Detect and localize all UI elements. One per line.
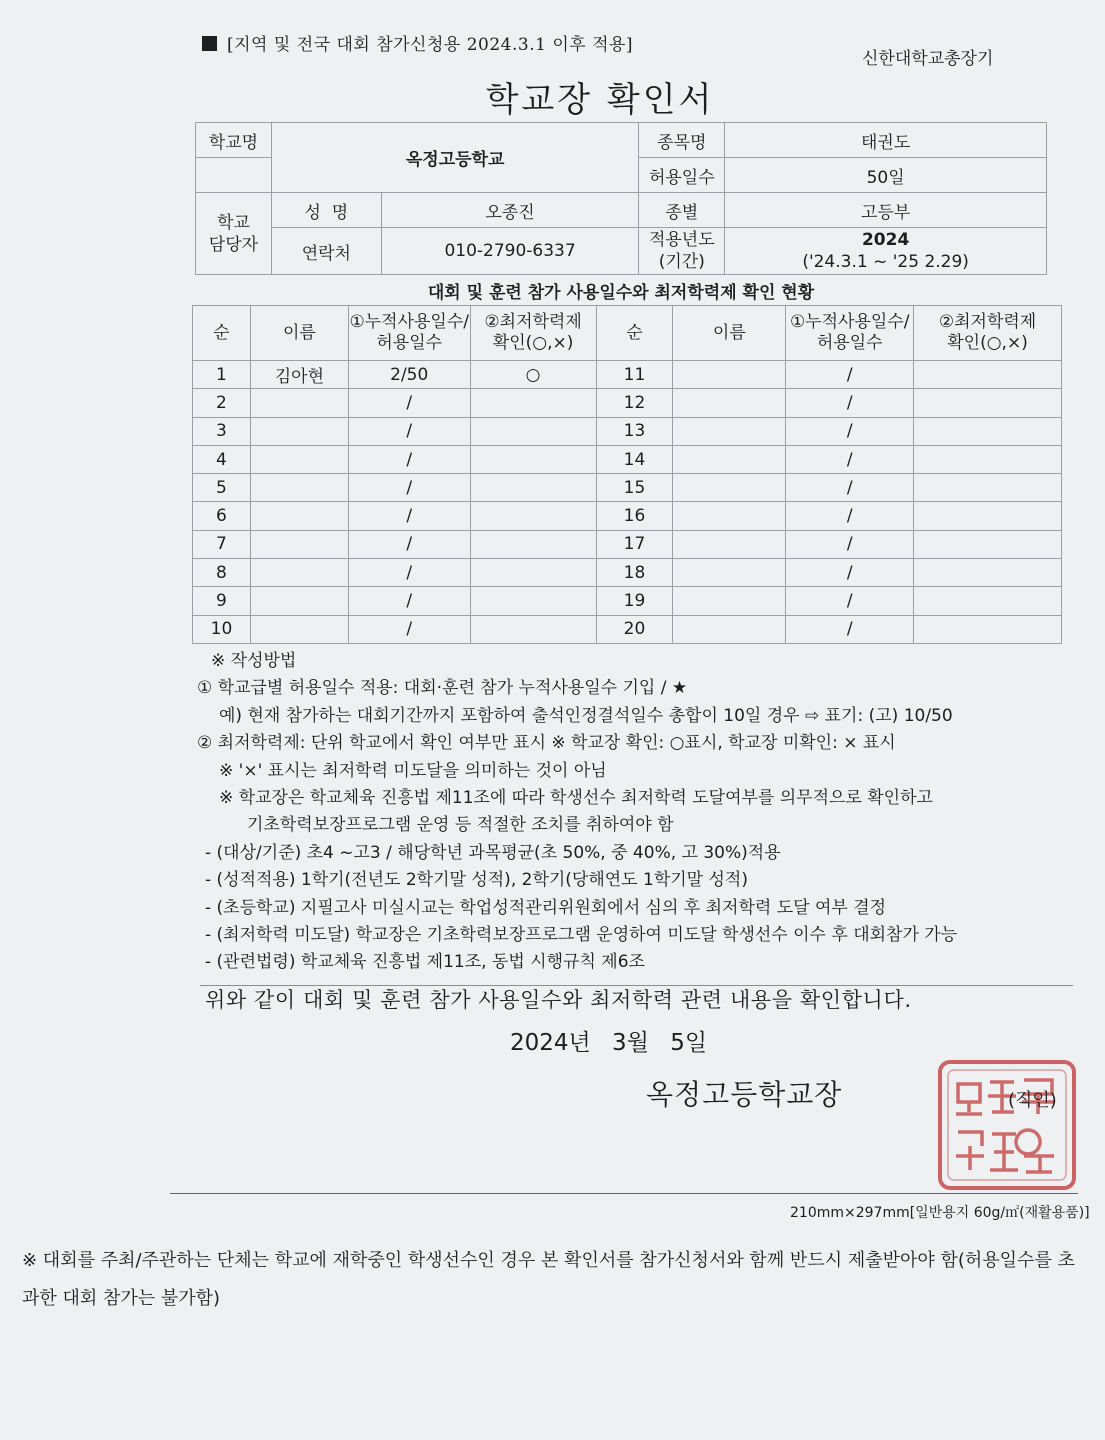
division-value: 고등부 — [725, 193, 1047, 228]
name-value: 오종진 — [381, 193, 639, 228]
instruction-note-2-cont: 기초학력보장프로그램 운영 등 적절한 조치를 취하여야 함 — [247, 815, 674, 836]
seal-mark: (직인) — [1008, 1090, 1057, 1111]
table-row: 9 / 19 / — [193, 587, 1062, 615]
instruction-note-1: ※ '×' 표시는 최저학력 미도달을 의미하는 것이 아님 — [219, 760, 607, 781]
instruction-item-2: ② 최저학력제: 단위 학교에서 확인 여부만 표시 ※ 학교장 확인: ○표시, 학교장 미확인: × 표시 — [197, 733, 896, 754]
instruction-bullet: - (최저학력 미도달) 학교장은 기초학력보장프로그램 운영하여 미도달 학생선수 이수 후 대회참가 가능 — [205, 925, 958, 946]
col-no-2: 순 — [596, 306, 673, 361]
name-label: 성 명 — [271, 193, 381, 228]
col-check-2: ②최저학력제 확인(○,×) — [914, 306, 1062, 361]
table-row: 5 / 15 / — [193, 474, 1062, 502]
roster-caption: 대회 및 훈련 참가 사용일수와 최저학력제 확인 현황 — [427, 283, 815, 303]
col-name-2: 이름 — [673, 306, 786, 361]
sport-label: 종목명 — [639, 123, 725, 158]
instruction-bullet: - (관련법령) 학교체육 진흥법 제11조, 동법 시행규칙 제6조 — [205, 952, 645, 973]
contact-label: 연락처 — [271, 228, 381, 275]
confirmation-text: 위와 같이 대회 및 훈련 참가 사용일수와 최저학력 관련 내용을 확인합니다. — [205, 988, 912, 1012]
issuer: 신한대학교총장기 — [862, 49, 994, 69]
roster-header-row — [193, 306, 1062, 361]
contact-value: 010-2790-6337 — [381, 228, 639, 275]
table-row: 6 / 16 / — [193, 502, 1062, 530]
instruction-bullet: - (성적적용) 1학기(전년도 2학기말 성적), 2학기(당해연도 1학기말 성적) — [205, 870, 748, 891]
school-value: 옥정고등학교 — [271, 123, 638, 193]
school-label-spacer — [196, 158, 272, 193]
official-seal-icon — [936, 1058, 1078, 1192]
roster-table — [192, 305, 1062, 644]
instruction-bullet: - (대상/기준) 초4 ~고3 / 해당학년 과목평균(초 50%, 중 40%, 고 30%)적용 — [205, 842, 781, 863]
footnote: ※ 대회를 주최/주관하는 단체는 학교에 재학중인 학생선수인 경우 본 확인서를 참가신청서와 함께 반드시 제출받아야 함(허용일수를 초과한 대회 참가는 불가함) — [22, 1250, 1075, 1309]
page-title: 학교장 확인서 — [485, 80, 715, 120]
division-label: 종별 — [639, 193, 725, 228]
school-label: 학교명 — [196, 123, 272, 158]
divider — [170, 1193, 1078, 1194]
instruction-bullet: - (초등학교) 지필고사 미실시교는 학업성적관리위원회에서 심의 후 최저학력 도달 여부 결정 — [205, 897, 887, 918]
principal-name: 옥정고등학교장 — [646, 1078, 843, 1111]
col-check: ②최저학력제 확인(○,×) — [470, 306, 596, 361]
table-row: 10 / 20 / — [193, 615, 1062, 643]
table-row: 2 / 12 / — [193, 389, 1062, 417]
instructions — [197, 648, 1077, 977]
col-no: 순 — [193, 306, 251, 361]
paper-spec: 210mm×297mm[일반용지 60g/㎡(재활용품)] — [790, 1205, 1090, 1221]
sport-value: 태권도 — [725, 123, 1047, 158]
form-label: [지역 및 전국 대회 참가신청용 2024.3.1 이후 적용] — [202, 30, 633, 55]
table-row: 7 / 17 / — [193, 530, 1062, 558]
instruction-example: 예) 현재 참가하는 대회기간까지 포함하여 출석인정결석일수 총합이 10일 경우 ⇨ 표기: (고) 10/50 — [219, 705, 953, 726]
table-row: 4 / 14 / — [193, 445, 1062, 473]
manager-label: 학교 담당자 — [196, 193, 272, 275]
table-row: 1 김아현 2/50 ○ 11 / — [193, 361, 1062, 389]
year-label: 적용년도 (기간) — [639, 228, 725, 275]
table-row: 3 / 13 / — [193, 417, 1062, 445]
allowed-days-value: 50일 — [725, 158, 1047, 193]
col-name: 이름 — [250, 306, 348, 361]
instruction-item-1: ① 학교급별 허용일수 적용: 대회·훈련 참가 누적사용일수 기입 / ★ — [197, 678, 688, 699]
square-bullet-icon — [202, 36, 217, 51]
table-row: 8 / 18 / — [193, 559, 1062, 587]
signature-date: 2024년 3월 5일 — [510, 1030, 708, 1056]
instruction-note-2: ※ 학교장은 학교체육 진흥법 제11조에 따라 학생선수 최저학력 도달여부를 의무적으로 확인하고 — [219, 788, 933, 809]
col-days: ①누적사용일수/ 허용일수 — [348, 306, 470, 361]
year-value: 2024 ('24.3.1 ~ '25 2.29) — [725, 228, 1047, 275]
info-table — [195, 122, 1047, 275]
instructions-heading: ※ 작성방법 — [211, 651, 297, 671]
allowed-days-label: 허용일수 — [639, 158, 725, 193]
col-days-2: ①누적사용일수/ 허용일수 — [786, 306, 914, 361]
